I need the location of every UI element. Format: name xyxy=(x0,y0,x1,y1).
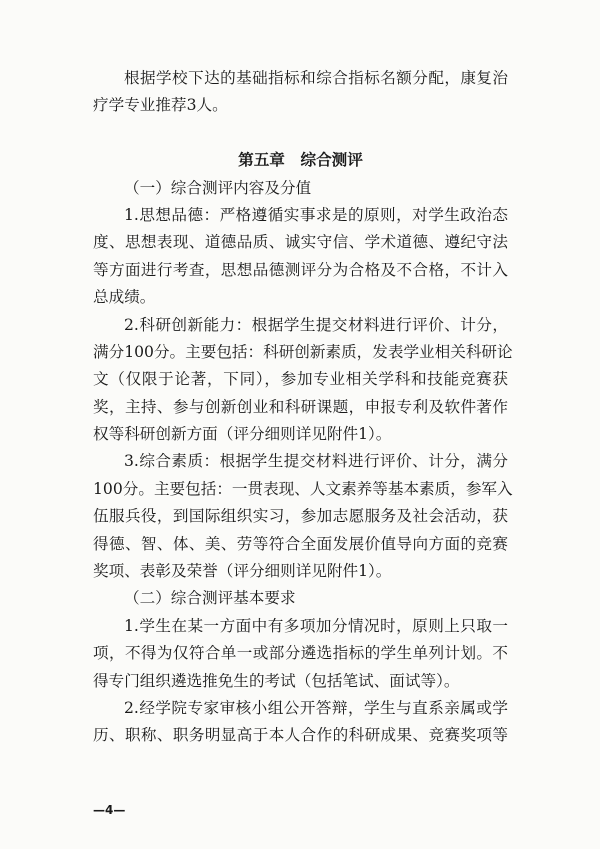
document-body xyxy=(93,65,513,750)
text-line: 权等科研创新方面（评分细则详见附件1）。 xyxy=(93,425,392,444)
text-line: 2.经学院专家审核小组公开答辩，学生与直系亲属或学 xyxy=(124,698,508,717)
text-line: 历、职称、职务明显高于本人合作的科研成果、竞赛奖项等 xyxy=(93,726,508,745)
text-line: 得德、智、体、美、劳等符合全面发展价值导向方面的竞赛 xyxy=(93,534,508,553)
text-line: 第五章 综合测评 xyxy=(238,151,363,170)
chapter-heading xyxy=(93,147,508,174)
paragraph xyxy=(93,312,513,449)
text-line: 满分100分。主要包括：科研创新素质，发表学业相关科研论 xyxy=(93,342,513,361)
blank-line xyxy=(93,120,508,147)
text-line: 2.科研创新能力：根据学生提交材料进行评价、计分， xyxy=(124,315,508,334)
paragraph xyxy=(93,695,508,750)
section-heading xyxy=(93,175,508,202)
text-line: 奖，主持、参与创新创业和科研课题，申报专利及软件著作 xyxy=(93,397,508,416)
text-line: 得专门组织遴选推免生的考试（包括笔试、面试等）。 xyxy=(93,671,460,690)
text-line: 等方面进行考查，思想品德测评分为合格及不合格，不计入 xyxy=(93,260,508,279)
text-line: 奖项、表彰及荣誉（评分细则详见附件1）。 xyxy=(93,562,392,581)
text-line: 100分。主要包括：一贯表现、人文素养等基本素质，参军入 xyxy=(93,479,513,498)
paragraph xyxy=(93,65,508,120)
paragraph xyxy=(93,202,508,312)
text-line: 项，不得为仅符合单一或部分遴选指标的学生单列计划。不 xyxy=(93,644,508,663)
text-line: 根据学校下达的基础指标和综合指标名额分配，康复治 xyxy=(124,69,508,87)
text-line: （二）综合测评基本要求 xyxy=(124,589,296,608)
section-heading xyxy=(93,585,508,612)
text-line: 3.综合素质：根据学生提交材料进行评价、计分，满分 xyxy=(124,452,508,471)
text-line: 伍服兵役，到国际组织实习，参加志愿服务及社会活动，获 xyxy=(93,507,508,526)
text-line: 1.学生在某一方面中有多项加分情况时，原则上只取一 xyxy=(124,616,508,635)
text-line: 文（仅限于论著，下同），参加专业相关学科和技能竞赛获 xyxy=(93,370,508,389)
text-line: 疗学专业推荐3人。 xyxy=(93,96,228,115)
text-line: 1.思想品德：严格遵循实事求是的原则，对学生政治态 xyxy=(124,205,508,224)
text-line: 度、思想表现、道德品质、诚实守信、学术道德、遵纪守法 xyxy=(93,233,508,252)
text-line: （一）综合测评内容及分值 xyxy=(124,178,312,197)
paragraph xyxy=(93,613,508,695)
paragraph xyxy=(93,448,513,585)
page-number: —4— xyxy=(93,803,126,817)
text-line: 总成绩。 xyxy=(93,288,156,307)
